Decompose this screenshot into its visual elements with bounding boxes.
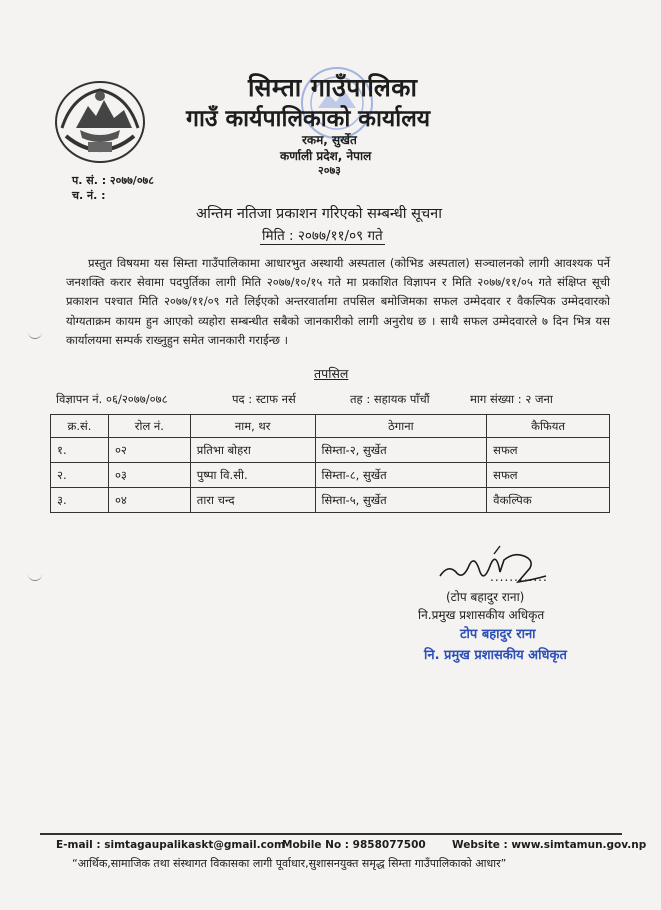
cell-roll: ०३ [108,463,190,488]
reference-number: प. सं. : २०७७/०७८ [72,174,154,187]
cell-name: तारा चन्द [190,488,315,513]
table-row [51,488,610,513]
demand-count: माग संख्या : २ जना [470,392,553,406]
notice-body: प्रस्तुत विषयमा यस सिम्ता गाउँपालिकामा आधारभुत अस्थायी अस्पताल (कोभिड अस्पताल) सञ्चालनको लागी आवश्यक पर्ने जनशक्ति करार सेवामा पदपुर्तिका लागी मिति २०७७/१०/१५ गते मा प्रकाशित विज्ञापन र मिति २०७७/११/०५ गते संक्षिप्त सूची प्रकाशन पश्चात मिति २०७७/११/०९ गते लिईएको अन्तरवार्तामा तपसिल बमोजिमका सफल उम्मेदवार र वैकल्पिक उम्मेदवारको योग्यताक्रम कायम हुन आएको व्यहोरा सम्बन्धीत सबैको जानकारीको लागी अनुरोध छ । साथै सफल उम्मेदवारले ७ दिन भित्र यस कार्यालयमा सम्पर्क राख्नुहुन समेत जानकारी गराईन्छ । [66,256,610,347]
signatory-role: नि.प्रमुख प्रशासकीय अधिकृत [418,608,545,622]
table-row [51,463,610,488]
nepal-emblem-icon [52,76,148,166]
district-line: रकम, सुर्खेत [302,133,357,147]
col-name: नाम, थर [190,415,315,438]
signature-dots: ............ [490,570,548,584]
cell-remarks: वैकल्पिक [487,488,610,513]
stamp-name: टोप बहादुर राना [460,627,536,642]
table-header-row [51,415,610,438]
post-level: तह : सहायक पाँचौं [350,392,430,406]
established-year: २०७३ [318,164,341,177]
cell-name: प्रतिभा बोहरा [190,438,315,463]
cell-remarks: सफल [487,463,610,488]
notice-date: मिति : २०७७/११/०९ गते [262,228,383,244]
footer-slogan: “आर्थिक,सामाजिक तथा संस्थागत विकासका लागी पूर्वाधार,सुशासनयुक्त समृद्ध सिम्ता गाउँपालिकाको आधार” [72,857,507,870]
table-row [51,438,610,463]
cell-address: सिम्ता-५, सुर्खेत [315,488,487,513]
footer-divider [40,833,622,835]
footer-mobile: Mobile No : 9858077500 [282,839,426,851]
punch-mark [28,572,42,581]
col-remarks: कैफियत [487,415,610,438]
cell-serial: १. [51,438,109,463]
result-table [50,414,610,513]
cell-name: पुष्पा वि.सी. [190,463,315,488]
footer-email: E-mail : simtagaupalikaskt@gmail.com [56,839,285,851]
post-name: पद : स्टाफ नर्स [232,392,296,406]
signatory-name: (टोप बहादुर राना) [446,590,525,604]
signature-icon [434,542,554,592]
col-roll: रोल नं. [108,415,190,438]
cell-serial: २. [51,463,109,488]
col-address: ठेगाना [315,415,487,438]
cell-remarks: सफल [487,438,610,463]
cell-address: सिम्ता-२, सुर्खेत [315,438,487,463]
punch-mark [28,330,42,339]
address-line: कर्णाली प्रदेश, नेपाल [280,149,372,163]
dispatch-number: च. नं. : [72,189,106,202]
cell-roll: ०४ [108,488,190,513]
ad-number: विज्ञापन नं. ०६/२०७७/०७८ [56,392,168,406]
stamp-role: नि. प्रमुख प्रशासकीय अधिकृत [424,648,567,663]
col-serial: क्र.सं. [51,415,109,438]
org-name: सिम्ता गाउँपालिका [248,73,418,102]
footer-website: Website : www.simtamun.gov.np [452,839,647,851]
office-name: गाउँ कार्यपालिकाको कार्यालय [186,105,431,132]
notice-subject: अन्तिम नतिजा प्रकाशन गरिएको सम्बन्धी सूचना [196,206,442,222]
cell-roll: ०२ [108,438,190,463]
cell-address: सिम्ता-८, सुर्खेत [315,463,487,488]
cell-serial: ३. [51,488,109,513]
schedule-heading: तपसिल [314,366,349,381]
